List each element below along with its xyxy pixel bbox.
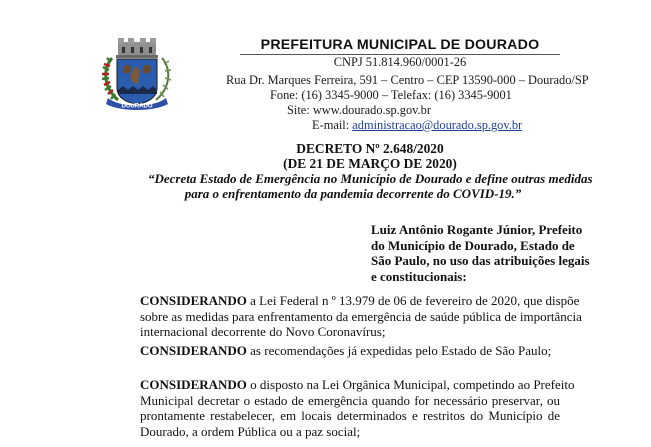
paragraph-line: Municipal decretar o estado de emergência quando for necessário preservar, ou <box>140 392 560 408</box>
decree-summary-line-1: “Decreta Estado de Emergência no Município de Dourado e define outras medidas <box>148 171 593 186</box>
considerando-keyword: CONSIDERANDO <box>140 377 247 392</box>
paragraph-line: prontamente restabelecer, em locais determinados e restritos do Município de <box>140 408 560 423</box>
address-text: Rua Dr. Marques Ferreira, 591 – Centro – CEP 13590-000 – Dourado/SP <box>226 73 589 87</box>
email-link[interactable]: administracao@dourado.sp.gov.br <box>352 118 523 132</box>
preamble-line: São Paulo, no uso das atribuições legais <box>371 253 590 268</box>
paragraph-line: CONSIDERANDO as recomendações já expedidas pelo Estado de São Paulo; <box>140 343 552 358</box>
considerando-paragraph-2 <box>140 343 560 359</box>
site-text: Site: www.dourado.sp.gov.br <box>287 103 431 117</box>
decree-summary-line-2: para o enfrentamento da pandemia decorrente do COVID-19.” <box>184 186 522 201</box>
decree-number: DECRETO Nº 2.648/2020 <box>296 141 444 156</box>
paragraph-line: CONSIDERANDO a Lei Federal n º 13.979 de 06 de fevereiro de 2020, que dispõe <box>140 293 580 308</box>
coat-banner-text: DOURADO <box>121 103 153 110</box>
decree-date: (DE 21 DE MARÇO DE 2020) <box>283 156 457 171</box>
considerando-keyword: CONSIDERANDO <box>140 293 247 308</box>
paragraph-line: Dourado, a ordem Pública ou a paz social; <box>140 423 361 439</box>
preamble-line: e constitucionais: <box>371 268 467 284</box>
considerando-keyword: CONSIDERANDO <box>140 343 247 358</box>
preamble-line: do Município de Dourado, Estado de <box>371 237 575 253</box>
paragraph-line: sobre as medidas para enfrentamento da emergência de saúde pública de importância <box>140 308 582 324</box>
coat-of-arms-icon <box>98 38 176 110</box>
phone-text: Fone: (16) 3345-9000 – Telefax: (16) 3345-9001 <box>270 88 512 102</box>
paragraph-line: CONSIDERANDO o disposto na Lei Orgânica Municipal, competindo ao Prefeito <box>140 377 575 392</box>
considerando-paragraph-1 <box>140 293 582 340</box>
preamble-block <box>371 222 590 284</box>
considerando-paragraph-3 <box>140 377 575 439</box>
cnpj-text: CNPJ 51.814.960/0001-26 <box>333 55 467 69</box>
preamble-line: Luiz Antônio Rogante Júnior, Prefeito <box>371 222 583 237</box>
email-line <box>312 118 522 133</box>
paragraph-line: internacional decorrente do Novo Coronavírus; <box>140 324 386 339</box>
organization-title: PREFEITURA MUNICIPAL DE DOURADO <box>260 37 540 53</box>
email-label: E-mail: <box>312 118 353 132</box>
